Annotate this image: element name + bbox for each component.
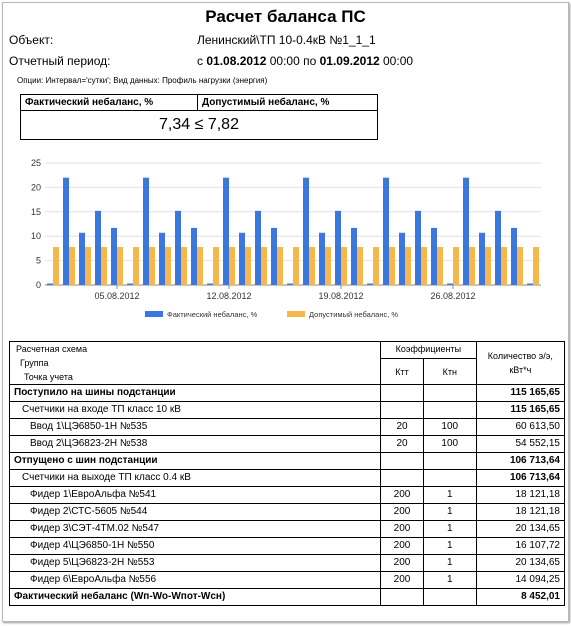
row-ktn	[423, 589, 476, 606]
allowed-imbalance-header: Допустимый небаланс, %	[198, 95, 377, 111]
y-tick-label: 15	[30, 206, 41, 217]
period-to: 01.09.2012	[319, 54, 380, 68]
table-row	[10, 521, 565, 538]
bar-allowed-imbalance	[533, 247, 539, 285]
row-ktn: 100	[423, 419, 476, 436]
y-tick-label: 5	[35, 255, 41, 266]
bar-allowed-imbalance	[341, 247, 347, 285]
y-tick-label: 10	[30, 231, 41, 242]
bar-actual-imbalance	[255, 211, 261, 285]
point-header: Точка учета	[24, 372, 73, 382]
period-from-time: 00:00 по	[266, 54, 320, 68]
bar-actual-imbalance	[463, 178, 469, 285]
y-tick-label: 20	[30, 182, 41, 193]
ktt-header: Ктт	[381, 359, 424, 385]
table-row	[10, 504, 565, 521]
row-name: Отпущено с шин подстанции	[10, 453, 381, 470]
x-tick-label: 12.08.2012	[206, 291, 252, 301]
row-name: Фидер 4\ЦЭ6850-1Н №550	[10, 538, 381, 555]
row-name: Фидер 2\СТС-5605 №544	[10, 504, 381, 521]
row-qty: 106 713,64	[476, 470, 564, 487]
y-tick-label: 25	[30, 158, 41, 168]
bar-actual-imbalance	[191, 228, 197, 285]
bar-allowed-imbalance	[501, 247, 507, 285]
bar-allowed-imbalance	[149, 247, 155, 285]
table-row	[10, 402, 565, 419]
row-name: Фидер 3\СЭТ-4ТМ.02 №547	[10, 521, 381, 538]
object-value: Ленинский\ТП 10-0.4кВ №1_1_1	[197, 33, 376, 47]
bar-allowed-imbalance	[277, 247, 283, 285]
bar-actual-imbalance	[271, 228, 277, 285]
period-from: 01.08.2012	[206, 54, 267, 68]
bar-allowed-imbalance	[517, 247, 523, 285]
bar-allowed-imbalance	[245, 247, 251, 285]
scheme-header: Расчетная схема	[16, 344, 88, 354]
row-ktt	[381, 589, 424, 606]
row-name: Фактический небаланс (Wп-Wo-Wпот-Wсн)	[10, 589, 381, 606]
report-title: Расчет баланса ПС	[205, 7, 366, 26]
bar-actual-imbalance	[399, 233, 405, 285]
actual-imbalance-header: Фактический небаланс, %	[21, 95, 198, 111]
scheme-header-cell	[10, 342, 381, 385]
bar-actual-imbalance	[527, 284, 533, 285]
bar-actual-imbalance	[47, 284, 53, 285]
bar-actual-imbalance	[351, 228, 357, 285]
bar-allowed-imbalance	[485, 247, 491, 285]
bar-allowed-imbalance	[53, 247, 59, 285]
table-row	[10, 589, 565, 606]
bar-allowed-imbalance	[181, 247, 187, 285]
row-ktt: 20	[381, 436, 424, 453]
row-ktn	[423, 453, 476, 470]
options-text: Опции: Интервал='сутки'; Вид данных: Профиль нагрузки (энергия)	[17, 76, 268, 85]
bar-actual-imbalance	[511, 228, 517, 285]
period-value	[197, 54, 413, 68]
table-row	[10, 538, 565, 555]
row-ktt: 200	[381, 538, 424, 555]
bar-actual-imbalance	[79, 233, 85, 285]
table-row	[10, 555, 565, 572]
table-row	[10, 470, 565, 487]
bar-actual-imbalance	[111, 228, 117, 285]
bar-actual-imbalance	[367, 284, 373, 285]
bar-actual-imbalance	[319, 233, 325, 285]
row-qty: 16 107,72	[476, 538, 564, 555]
bar-allowed-imbalance	[229, 247, 235, 285]
bar-allowed-imbalance	[389, 247, 395, 285]
bar-allowed-imbalance	[117, 247, 123, 285]
bar-allowed-imbalance	[261, 247, 267, 285]
bar-actual-imbalance	[495, 211, 501, 285]
row-ktn	[423, 385, 476, 402]
bar-allowed-imbalance	[101, 247, 107, 285]
bar-actual-imbalance	[127, 284, 133, 285]
row-name: Ввод 2\ЦЭ6823-2Н №538	[10, 436, 381, 453]
row-ktt	[381, 402, 424, 419]
table-row	[10, 419, 565, 436]
row-ktt: 200	[381, 572, 424, 589]
bar-actual-imbalance	[95, 211, 101, 285]
row-ktn: 1	[423, 504, 476, 521]
imbalance-chart	[13, 155, 553, 330]
row-qty: 60 613,50	[476, 419, 564, 436]
row-qty: 54 552,15	[476, 436, 564, 453]
y-tick-label: 0	[35, 280, 41, 290]
bar-allowed-imbalance	[325, 247, 331, 285]
imbalance-comparison: 7,34 ≤ 7,82	[159, 116, 239, 133]
bar-actual-imbalance	[159, 233, 165, 285]
row-ktt	[381, 385, 424, 402]
row-qty: 18 121,18	[476, 487, 564, 504]
balance-table	[9, 341, 565, 606]
table-row	[10, 385, 565, 402]
row-ktt	[381, 453, 424, 470]
row-ktn	[423, 470, 476, 487]
legend-swatch-actual	[145, 311, 163, 317]
row-ktn: 1	[423, 555, 476, 572]
table-header-row-1	[10, 342, 565, 359]
table-row	[10, 487, 565, 504]
bar-allowed-imbalance	[69, 247, 75, 285]
bar-actual-imbalance	[303, 178, 309, 285]
bar-allowed-imbalance	[309, 247, 315, 285]
row-ktt: 20	[381, 419, 424, 436]
row-name: Поступило на шины подстанции	[10, 385, 381, 402]
row-qty: 8 452,01	[476, 589, 564, 606]
bar-allowed-imbalance	[293, 247, 299, 285]
row-ktn: 100	[423, 436, 476, 453]
row-ktn: 1	[423, 538, 476, 555]
row-ktn	[423, 402, 476, 419]
table-row	[10, 572, 565, 589]
report-page	[2, 2, 569, 622]
row-name: Счетчики на входе ТП класс 10 кВ	[10, 402, 381, 419]
legend-swatch-allowed	[287, 311, 305, 317]
legend-label-allowed: Допустимый небаланс, %	[309, 310, 399, 319]
row-name: Ввод 1\ЦЭ6850-1Н №535	[10, 419, 381, 436]
row-ktn: 1	[423, 487, 476, 504]
bar-actual-imbalance	[479, 233, 485, 285]
bar-allowed-imbalance	[405, 247, 411, 285]
row-qty: 20 134,65	[476, 555, 564, 572]
bar-allowed-imbalance	[133, 247, 139, 285]
table-row	[10, 453, 565, 470]
row-name: Фидер 1\ЕвроАльфа №541	[10, 487, 381, 504]
bar-actual-imbalance	[431, 228, 437, 285]
bar-allowed-imbalance	[437, 247, 443, 285]
row-qty: 14 094,25	[476, 572, 564, 589]
object-row	[9, 33, 376, 47]
x-tick-label: 19.08.2012	[318, 291, 364, 301]
row-ktt: 200	[381, 521, 424, 538]
row-qty: 106 713,64	[476, 453, 564, 470]
bar-allowed-imbalance	[453, 247, 459, 285]
legend-label-actual: Фактический небаланс, %	[167, 310, 258, 319]
bar-actual-imbalance	[63, 178, 69, 285]
row-name: Фидер 6\ЕвроАльфа №556	[10, 572, 381, 589]
bar-actual-imbalance	[207, 284, 213, 285]
bar-allowed-imbalance	[373, 247, 379, 285]
bar-allowed-imbalance	[357, 247, 363, 285]
table-row	[10, 436, 565, 453]
bar-actual-imbalance	[415, 211, 421, 285]
period-row	[9, 54, 414, 68]
balance-box	[20, 94, 378, 140]
period-prefix: с	[197, 54, 207, 68]
group-header: Группа	[20, 358, 49, 368]
bar-actual-imbalance	[447, 284, 453, 285]
bar-actual-imbalance	[143, 178, 149, 285]
row-ktt: 200	[381, 504, 424, 521]
row-ktt	[381, 470, 424, 487]
row-qty: 115 165,65	[476, 385, 564, 402]
row-ktt: 200	[381, 487, 424, 504]
object-label: Объект:	[9, 33, 54, 47]
row-ktn: 1	[423, 521, 476, 538]
x-tick-label: 05.08.2012	[94, 291, 140, 301]
row-qty: 18 121,18	[476, 504, 564, 521]
bar-allowed-imbalance	[85, 247, 91, 285]
x-tick-label: 26.08.2012	[430, 291, 476, 301]
bar-actual-imbalance	[383, 178, 389, 285]
row-qty: 20 134,65	[476, 521, 564, 538]
row-ktt: 200	[381, 555, 424, 572]
bar-actual-imbalance	[335, 211, 341, 285]
bar-allowed-imbalance	[469, 247, 475, 285]
bar-allowed-imbalance	[197, 247, 203, 285]
bar-actual-imbalance	[287, 284, 293, 285]
bar-allowed-imbalance	[421, 247, 427, 285]
qty-header: Количество э/э, кВт*ч	[476, 342, 564, 385]
bar-allowed-imbalance	[165, 247, 171, 285]
bar-actual-imbalance	[223, 178, 229, 285]
bar-actual-imbalance	[239, 233, 245, 285]
period-label: Отчетный период:	[9, 54, 111, 68]
row-qty: 115 165,65	[476, 402, 564, 419]
ktn-header: Ктн	[423, 359, 476, 385]
bar-actual-imbalance	[175, 211, 181, 285]
coefs-header: Коэффициенты	[381, 342, 477, 359]
period-to-time: 00:00	[379, 54, 414, 68]
bar-allowed-imbalance	[213, 247, 219, 285]
row-ktn: 1	[423, 572, 476, 589]
row-name: Фидер 5\ЦЭ6823-2Н №553	[10, 555, 381, 572]
row-name: Счетчики на выходе ТП класс 0.4 кВ	[10, 470, 381, 487]
